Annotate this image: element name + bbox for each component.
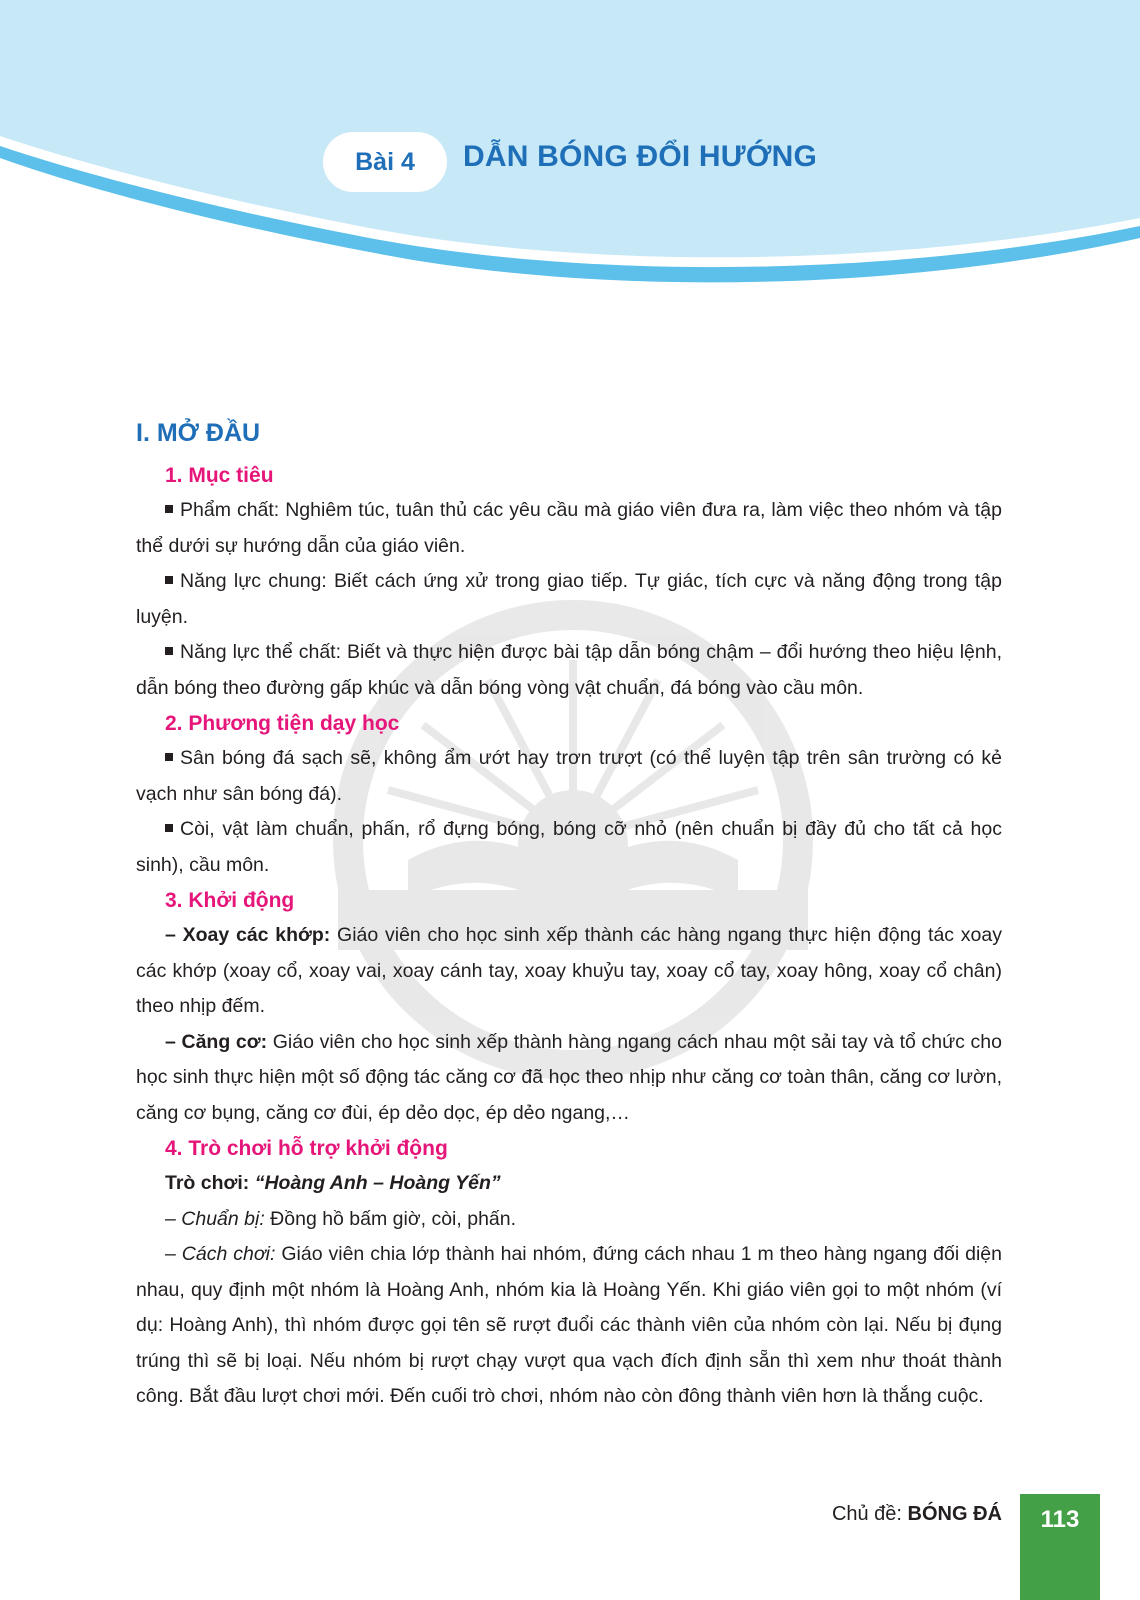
subheading-warm-up: 3. Khởi động <box>165 889 295 912</box>
warmup-stretching: – Căng cơ: Giáo viên cho học sinh xếp thành hàng ngang cách nhau một sải tay và tổ chức cho học sinh thực hiện một số động tác căng cơ đã học theo nhịp như căng cơ toàn thân, căng cơ lườn, căng cơ bụng, căng cơ đùi, ép dẻo dọc, ép dẻo ngang,… <box>136 1030 1002 1124</box>
footer-topic: Chủ đề: BÓNG ĐÁ <box>831 1503 1002 1525</box>
lesson-number-badge: Bài 4 <box>323 132 447 192</box>
objective-physical-competence: Năng lực thể chất: Biết và thực hiện được bài tập dẫn bóng chậm – đổi hướng theo hiệu lệnh, dẫn bóng theo đường gấp khúc và dẫn bóng vòng vật chuẩn, đá bóng vào cầu môn. <box>136 641 1002 699</box>
subheading-warm-up-game: 4. Trò chơi hỗ trợ khởi động <box>165 1137 448 1160</box>
section-heading-introduction: I. MỞ ĐẦU <box>136 419 261 447</box>
game-name: “Hoàng Anh – Hoàng Yến” <box>254 1172 501 1194</box>
bullet-square-icon <box>165 505 173 513</box>
page-content <box>136 416 1002 1415</box>
equipment-tools: Còi, vật làm chuẩn, phấn, rổ đựng bóng, bóng cỡ nhỏ (nên chuẩn bị đầy đủ cho tất cả học sinh), cầu môn. <box>136 818 1002 876</box>
game-title-line: Trò chơi: “Hoàng Anh – Hoàng Yến” <box>165 1172 501 1194</box>
warmup-stretching-label: – Căng cơ: <box>165 1030 268 1053</box>
equipment-field: Sân bóng đá sạch sẽ, không ẩm ướt hay trơn trượt (có thể luyện tập trên sân trường có kẻ vạch như sân bóng đá). <box>136 747 1002 805</box>
subheading-objectives: 1. Mục tiêu <box>165 464 274 487</box>
game-preparation: – Chuẩn bị: Đồng hồ bấm giờ, còi, phấn. <box>165 1207 517 1230</box>
objective-general-competence: Năng lực chung: Biết cách ứng xử trong giao tiếp. Tự giác, tích cực và năng động trong tập luyện. <box>136 570 1002 628</box>
bullet-square-icon <box>165 824 173 832</box>
bullet-square-icon <box>165 576 173 584</box>
subheading-teaching-equipment: 2. Phương tiện dạy học <box>165 712 400 735</box>
lesson-title: DẪN BÓNG ĐỔI HƯỚNG <box>463 140 818 173</box>
bullet-square-icon <box>165 753 173 761</box>
warmup-joint-rotation-label: – Xoay các khớp: <box>165 924 331 946</box>
page-number: 113 <box>1020 1494 1100 1600</box>
warmup-joint-rotation: – Xoay các khớp: Giáo viên cho học sinh xếp thành các hàng ngang thực hiện động tác xoay các khớp (xoay cổ, xoay vai, xoay cánh tay, xoay khuỷu tay, xoay cổ tay, xoay hông, xoay cổ chân) theo nhịp đếm. <box>136 924 1002 1017</box>
bullet-square-icon <box>165 647 173 655</box>
game-rules: – Cách chơi: Giáo viên chia lớp thành hai nhóm, đứng cách nhau 1 m theo hàng ngang đối diện nhau, quy định một nhóm là Hoàng Anh, nhóm kia là Hoàng Yến. Khi giáo viên gọi to một nhóm (ví dụ: Hoàng Anh), thì nhóm được gọi tên sẽ rượt đuổi các thành viên của nhóm còn lại. Nếu bị đụng trúng thì sẽ bị loại. Nếu nhóm bị rượt chạy vượt qua vạch đích định sẵn thì xem như thoát thành công. Bắt đầu lượt chơi mới. Đến cuối trò chơi, nhóm nào còn đông thành viên hơn là thắng cuộc. <box>136 1243 1002 1407</box>
objective-qualities: Phẩm chất: Nghiêm túc, tuân thủ các yêu cầu mà giáo viên đưa ra, làm việc theo nhóm và tập thể dưới sự hướng dẫn của giáo viên. <box>136 499 1002 557</box>
